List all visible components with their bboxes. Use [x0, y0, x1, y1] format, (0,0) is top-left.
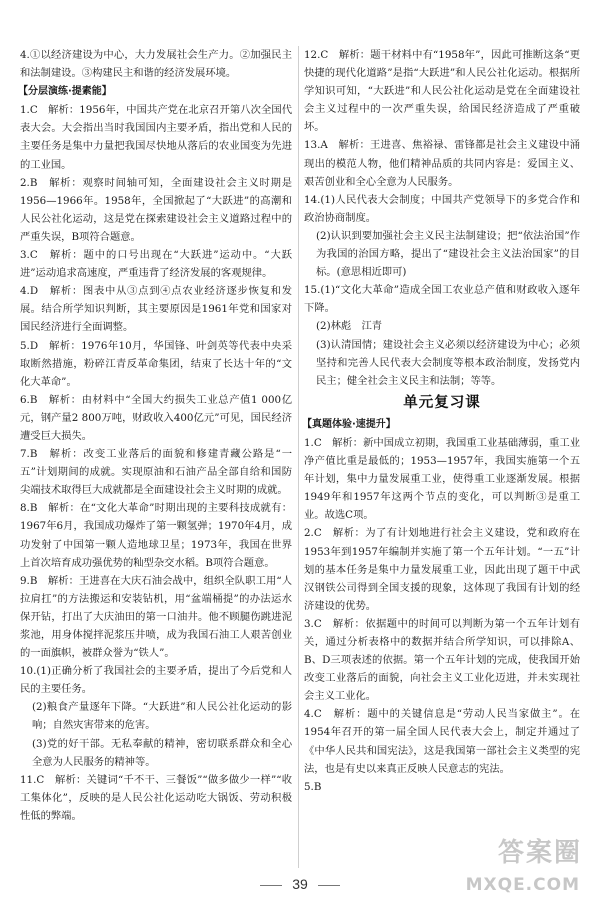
answer-item: 5.D 解析：1976年10月，华国锋、叶剑英等代表中央采取断然措施，粉碎江青反革命集团，结束了长达十年的“文化大革命”。 — [20, 339, 292, 388]
left-column — [20, 46, 292, 825]
answer-item: 11.C 解析：关键词“千不干、三餐饭”“做多做少一样”“收工集体化”，反映的是人民公社化运动吃大锅饭、劳动积极性低的弊端。 — [20, 773, 292, 822]
answer-item: 7.B 解析：改变工业落后的面貌和修建青藏公路是“一五”计划期间的成就。实现原油和石油产品全部自给和国防尖端技术取得巨大成就都是全面建设社会主义时期的成就。 — [20, 448, 292, 497]
answer-item: 14.(1)人民代表大会制度；中国共产党领导下的多党合作和政治协商制度。 — [304, 193, 580, 224]
section-heading: 【真题体验·速提升】 — [302, 418, 396, 430]
answer-subitem: (2)粮食产量逐年下降。“大跃进”和人民公社化运动的影响；自然灾害带来的危害。 — [32, 701, 292, 732]
right-column — [304, 46, 580, 796]
section-heading: 【分层演练·提素能】 — [18, 86, 112, 98]
page-number-dash-left — [260, 885, 282, 886]
answer-item: 3.C 解析：题中的口号出现在“大跃进”运动中。“大跃进”运动追求高速度，严重违背了经济发展的客观规律。 — [20, 249, 292, 280]
answer-item: 3.C 解析：依据题中的时间可以判断为第一个五年计划有关，通过分析表格中的数据并结合所学知识，可以排除A、B、D三项表述的依据。第一个五年计划的完成，使我国开始改变工业落后的面貌，向社会主义工业化迈进，并未实现社会主义工业化。 — [304, 617, 580, 703]
answer-item: 1.C 解析：1956年，中国共产党在北京召开第八次全国代表大会。大会指出当时我国国内主要矛盾，指出党和人民的主要任务是集中力量把我国尽快地从落后的农业国变为先进的工业国。 — [20, 104, 292, 171]
answer-item: 4.D 解析：图表中从③点到④点农业经济逐步恢复和发展。结合所学知识判断，其主要原因是1961年党和国家对国民经济进行全面调整。 — [20, 285, 292, 334]
answer-subitem: (2)认识到要加强社会主义民主法制建设；把“依法治国”作为我国的治国方略，提出了“建设社会主义法治国家”的目标。(意思相近即可) — [316, 229, 580, 279]
page-number-value: 39 — [292, 876, 308, 892]
unit-title: 单元复习课 — [403, 394, 481, 411]
answer-item: 10.(1)正确分析了我国社会的主要矛盾，提出了今后党和人民的主要任务。 — [20, 665, 292, 696]
answer-item: 4.C 解析：题中的关键信息是“劳动人民当家做主”。在1954年召开的第一届全国人民代表大会上，制定并通过了《中华人民共和国宪法》，这是我国第一部社会主义类型的宪法，也是有史以来真正反映人民意志的宪法。 — [304, 708, 580, 775]
answer-item: 6.B 解析：由材料中“全国大约损失工业总产值1 000亿元，钢产量2 800万吨，财政收入400亿元”可见，国民经济遭受巨大损失。 — [20, 393, 292, 442]
answer-item: 1.C 解析：新中国成立初期，我国重工业基础薄弱，重工业净产值比重是最低的；1953—1957年，我国实施第一个五年计划，集中力量发展重工业，使得重工业逐渐发展。根据1949年和1957年这两个节点的变化，可以判断③是重工业。故选C项。 — [304, 436, 580, 522]
column-divider — [298, 46, 299, 868]
answer-item: 4.①以经济建设为中心，大力发展社会生产力。②加强民主和法制建设。③构建民主和谐的经济发展环境。 — [20, 49, 292, 80]
answer-item: 12.C 解析：题干材料中有“1958年”，因此可推断这条“更快捷的现代化道路”是指“大跃进”和人民公社化运动。根据所学知识可知，“大跃进”和人民公社化运动是党在全面建设社会主义过程中的一次严重失误，给国民经济造成了严重破坏。 — [304, 49, 580, 134]
answer-item: 9.B 解析：王进喜在大庆石油会战中，组织全队职工用“人拉肩扛”的方法搬运和安装钻机，用“盆端桶提”的办法运水保开钻，打出了大庆油田的第一口油井。他不顾腿伤跳进泥浆池，用身体搅拌泥浆压井喷，成为我国石油工人艰苦创业的一面旗帜，被群众誉为“铁人”。 — [20, 574, 292, 660]
answer-item: 5.B — [304, 780, 322, 793]
page-number-dash-right — [318, 885, 340, 886]
answer-item: 2.C 解析：为了有计划地进行社会主义建设，党和政府在1953年到1957年编制并实施了第一个五年计划。“一五”计划的基本任务是集中力量发展重工业，因此出现了题干中武汉钢铁公司得到全国支援的现象，这体现了我国有计划的经济建设的优势。 — [304, 527, 580, 612]
answer-subitem: (3)党的好干部。无私奉献的精神，密切联系群众和全心全意为人民服务的精神等。 — [32, 737, 292, 768]
watermark-logo-text: 答案圈 — [497, 838, 582, 868]
answer-item: 2.B 解析：观察时间轴可知，全面建设社会主义时期是1956—1966年。1958年，全国掀起了“大跃进”的高潮和人民公社化运动，这是党在探索建设社会主义道路过程中的严重失误，B项符合题意。 — [20, 176, 292, 243]
answer-item: 8.B 解析：在“文化大革命”时期出现的主要科技成就有：1967年6月，我国成功爆炸了第一颗氢弹；1970年4月，成功发射了中国第一颗人造地球卫星；1973年，我国在世界上首次培育成功强优势的籼型杂交水稻。B项符合题意。 — [20, 502, 292, 569]
answer-item: 15.(1)“文化大革命”造成全国工农业总产值和财政收入逐年下降。 — [304, 284, 580, 315]
watermark-url: MXQE.COM — [465, 875, 580, 895]
answer-subitem: (3)认清国情；建设社会主义必须以经济建设为中心；必须坚持和完善人民代表大会制度等根本政治制度，发扬党内民主；健全社会主义民主和法制；等等。 — [316, 338, 580, 387]
answer-subitem: (2)林彪 江青 — [316, 320, 383, 333]
answer-item: 13.A 解析：王进喜、焦裕禄、雷锋都是社会主义建设中涌现出的模范人物，他们精神品质的共同内容是：爱国主义、艰苦创业和全心全意为人民服务。 — [304, 139, 580, 188]
